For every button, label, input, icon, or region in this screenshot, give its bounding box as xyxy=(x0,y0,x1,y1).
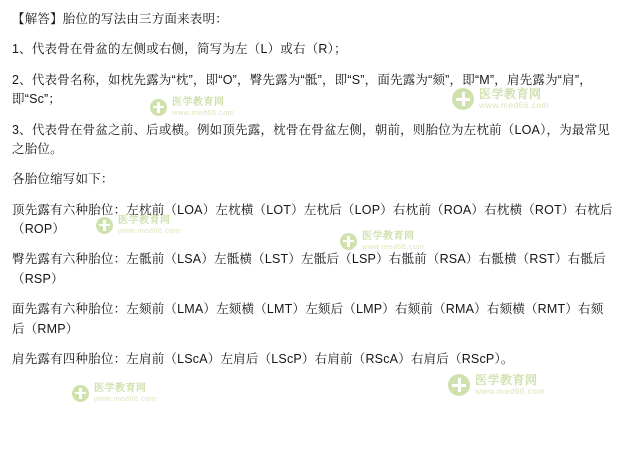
breech-presentation-paragraph: 臀先露有六种胎位：左骶前（LSA）左骶横（LST）左骶后（LSP）右骶前（RSA）右骶横（RST）右骶后（RSP） xyxy=(12,252,606,286)
watermark-url: www.med66.com xyxy=(479,99,549,110)
rule-2-paragraph: 2、代表骨名称，如枕先露为“枕”，即“O”，臀先露为“骶”，即“S”，面先露为“颏”，即“M”，肩先露为“肩”，即“Sc”； xyxy=(12,72,592,107)
rule-3-paragraph: 3、代表骨在骨盆之前、后或横。例如顶先露，枕骨在骨盆左侧，朝前，则胎位为左枕前（LOA），为最常见之胎位。 xyxy=(12,122,611,156)
vertex-presentation-paragraph: 顶先露有六种胎位：左枕前（LOA）左枕横（LOT）左枕后（LOP）右枕前（ROA）右枕横（ROT）右枕后（ROP） xyxy=(12,202,613,236)
answer-heading-paragraph: 【解答】胎位的写法由三方面来表明： xyxy=(12,12,228,26)
watermark-title: 医学教育网 xyxy=(362,231,415,242)
watermark-url: www.med66.com xyxy=(94,393,157,403)
watermark-title: 医学教育网 xyxy=(172,97,225,108)
abbreviation-intro-paragraph: 各胎位缩写如下： xyxy=(12,172,114,187)
watermark-title: 医学教育网 xyxy=(118,215,171,226)
watermark-title: 医学教育网 xyxy=(475,373,538,388)
face-presentation-paragraph: 面先露有六种胎位：左颏前（LMA）左颏横（LMT）左颏后（LMP）右颏前（RMA）右颏横（RMT）右颏后（RMP） xyxy=(12,302,604,336)
rule-1-paragraph: 1、代表骨在骨盆的左侧或右侧，简写为左（L）或右（R）； xyxy=(12,42,347,57)
watermark-title: 医学教育网 xyxy=(94,383,147,394)
watermark-url: www.med66.com xyxy=(118,225,181,235)
watermark-url: www.med66.com xyxy=(362,241,425,251)
watermark-url: www.med66.com xyxy=(172,107,235,117)
shoulder-presentation-paragraph: 肩先露有四种胎位：左肩前（LScA）左肩后（LScP）右肩前（RScA）右肩后（RScP）。 xyxy=(12,351,514,366)
watermark-title: 医学教育网 xyxy=(479,87,542,102)
watermark-url: www.med66.com xyxy=(475,385,545,396)
